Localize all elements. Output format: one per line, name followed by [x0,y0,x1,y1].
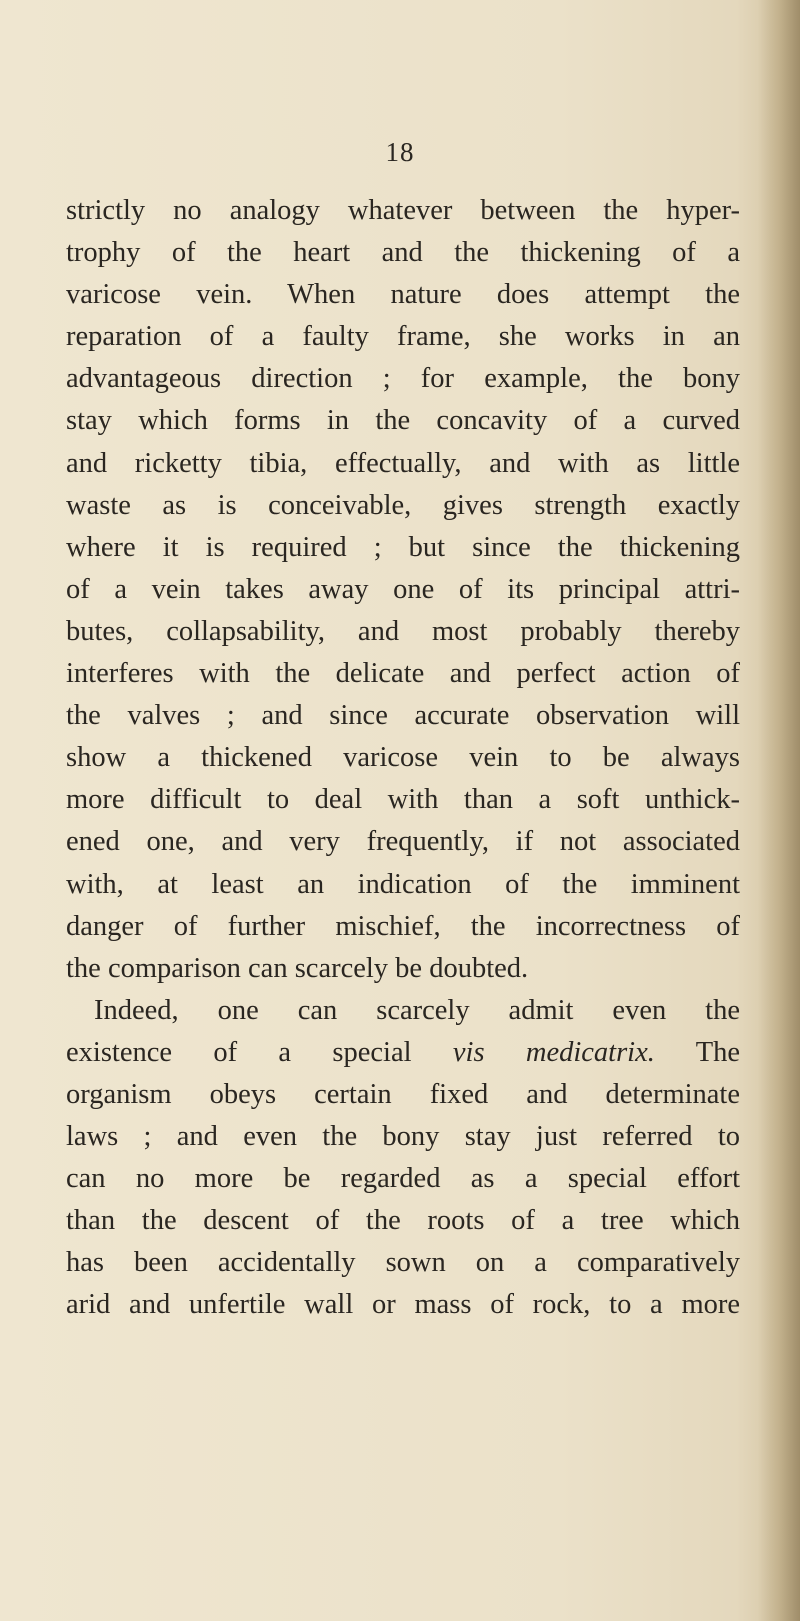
text-line: interferes with the delicate and perfect action of [66,658,740,690]
text-line: can no more be regarded as a special effort [66,1163,740,1195]
text-segment: The [654,1036,740,1068]
page-edge-shadow [758,0,800,1621]
text-line: ened one, and very frequently, if not associated [66,826,740,858]
text-line: the valves ; and since accurate observation will [66,700,740,732]
text-line: waste as is conceivable, gives strength exactly [66,489,740,521]
text-line: and ricketty tibia, effectually, and with as little [66,447,740,479]
text-line: Indeed, one can scarcely admit even the [94,994,740,1026]
text-line: varicose vein. When nature does attempt the [66,279,740,311]
text-line: with, at least an indication of the imminent [66,868,740,900]
text-line: of a vein takes away one of its principal attri- [66,573,740,605]
text-line: advantageous direction ; for example, the bony [66,363,740,395]
text-line: has been accidentally sown on a comparatively [66,1247,740,1279]
italic-phrase: vis medicatrix. [452,1036,655,1068]
page-number: 18 [385,137,415,167]
text-line: butes, collapsability, and most probably thereby [66,615,740,647]
text-line: laws ; and even the bony stay just referred to [66,1121,740,1153]
body-text [66,190,740,1327]
text-line: organism obeys certain fixed and determinate [66,1078,740,1110]
text-line: stay which forms in the concavity of a curved [66,405,740,437]
text-line: trophy of the heart and the thickening of a [66,237,740,269]
text-line: danger of further mischief, the incorrectness of [66,910,740,942]
text-line: reparation of a faulty frame, she works in an [66,321,740,353]
text-line: show a thickened varicose vein to be always [66,742,740,774]
text-line: the comparison can scarcely be doubted. [66,952,529,984]
text-line: where it is required ; but since the thickening [66,531,740,563]
text-line: than the descent of the roots of a tree which [66,1205,740,1237]
text-line-with-italic [66,1032,740,1074]
text-line: more difficult to deal with than a soft unthick- [66,784,740,816]
text-line: strictly no analogy whatever between the hyper- [66,195,740,226]
text-line: arid and unfertile wall or mass of rock, to a more [66,1289,740,1321]
text-segment: existence of a special [66,1036,453,1068]
